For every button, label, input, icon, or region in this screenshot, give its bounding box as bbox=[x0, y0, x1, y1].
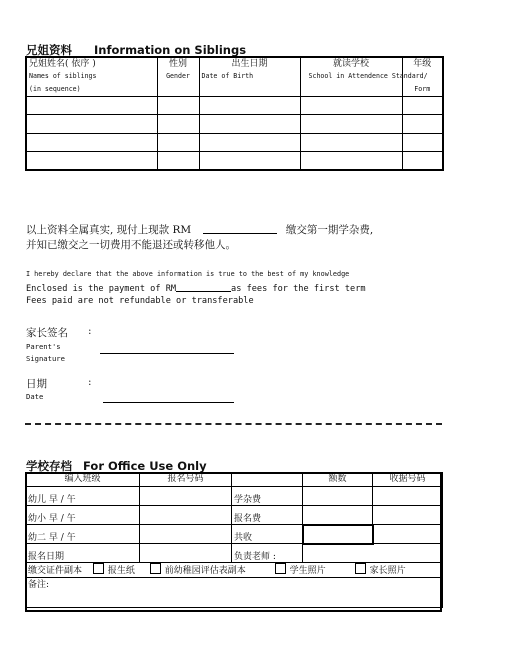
siblings-table bbox=[25, 56, 444, 171]
class-option-nursery[interactable]: 幼儿 早 / 午 bbox=[26, 487, 140, 506]
remarks-label: 备注: bbox=[28, 580, 50, 590]
receipt-registration[interactable] bbox=[373, 506, 443, 525]
fee-tuition: 学杂费 bbox=[232, 487, 303, 506]
sibling-grade-cell[interactable] bbox=[402, 115, 443, 134]
sibling-name-cell[interactable] bbox=[26, 115, 157, 134]
header-gender-cn: 性别 bbox=[168, 59, 187, 69]
declaration-en-text-b: as fees for the first term bbox=[231, 284, 366, 294]
date-label-en: Date bbox=[26, 392, 44, 401]
date-colon: : bbox=[88, 376, 92, 388]
header-grade-en: Form bbox=[414, 85, 431, 93]
sibling-dob-cell[interactable] bbox=[199, 152, 300, 170]
reg-date-cell[interactable] bbox=[140, 544, 232, 563]
parent-signature-label-cn: 家长签名 bbox=[26, 327, 68, 339]
declaration-en-line2 bbox=[26, 282, 366, 294]
declaration-en-line3: Fees paid are not refundable or transferable bbox=[26, 296, 254, 306]
sibling-gender-cell[interactable] bbox=[157, 152, 199, 170]
cut-divider bbox=[25, 423, 442, 425]
office-title-cn: 学校存档 bbox=[26, 459, 72, 473]
col-blank bbox=[232, 473, 303, 487]
office-row bbox=[26, 525, 443, 544]
header-gender-en: Gender bbox=[166, 72, 190, 80]
header-name-cn: 兄姐姓名( 依序 ) bbox=[29, 59, 96, 69]
sibling-school-cell[interactable] bbox=[300, 115, 402, 134]
sibling-school-cell[interactable] bbox=[300, 134, 402, 152]
sibling-gender-cell[interactable] bbox=[157, 134, 199, 152]
payment-amount-line-en[interactable] bbox=[176, 282, 231, 292]
class-option-k2[interactable]: 幼二 早 / 午 bbox=[26, 525, 140, 544]
sibling-school-cell[interactable] bbox=[300, 97, 402, 115]
declaration-en-text-a: Enclosed is the payment of RM bbox=[26, 284, 177, 294]
office-row bbox=[26, 544, 443, 563]
teacher-cell[interactable] bbox=[303, 544, 443, 563]
sibling-name-cell[interactable] bbox=[26, 97, 157, 115]
sibling-dob-cell[interactable] bbox=[199, 115, 300, 134]
receipt-total[interactable] bbox=[373, 525, 443, 544]
header-school-cn: 就读学校 bbox=[332, 59, 369, 69]
siblings-title-cn: 兄姐资料 bbox=[26, 43, 72, 57]
col-class: 编入班级 bbox=[26, 473, 140, 487]
payment-amount-line-cn[interactable] bbox=[203, 223, 277, 234]
amount-registration[interactable] bbox=[303, 506, 373, 525]
sibling-dob-cell[interactable] bbox=[199, 97, 300, 115]
doc-parent-photo-label: 家长照片 bbox=[369, 566, 406, 576]
header-name-en: Names of siblings bbox=[29, 72, 97, 80]
declaration-en-line1: I hereby declare that the above information is true to the best of my knowledge bbox=[26, 270, 350, 278]
header-dob-cn: 出生日期 bbox=[231, 59, 268, 69]
fee-total: 共收 bbox=[232, 525, 303, 544]
sibling-grade-cell[interactable] bbox=[402, 134, 443, 152]
sibling-dob-cell[interactable] bbox=[199, 134, 300, 152]
date-line[interactable] bbox=[103, 402, 234, 403]
amount-tuition[interactable] bbox=[303, 487, 373, 506]
sibling-gender-cell[interactable] bbox=[157, 115, 199, 134]
documents-cell bbox=[26, 563, 443, 578]
header-name-en2: (in sequence) bbox=[29, 85, 81, 93]
declaration-cn-line2: 并知已缴交之一切费用不能退还或转移他人。 bbox=[26, 239, 236, 251]
doc-birth-cert-label: 报生纸 bbox=[107, 566, 135, 576]
header-dob bbox=[199, 57, 300, 97]
remarks-cell[interactable] bbox=[26, 578, 443, 608]
sibling-name-cell[interactable] bbox=[26, 152, 157, 170]
header-gender bbox=[157, 57, 199, 97]
office-title-en: For Office Use Only bbox=[83, 459, 207, 473]
reg-date-label: 报名日期 bbox=[26, 544, 140, 563]
teacher-label: 负责老师 : bbox=[232, 544, 303, 563]
receipt-tuition[interactable] bbox=[373, 487, 443, 506]
sibling-row bbox=[26, 97, 443, 115]
header-name bbox=[26, 57, 157, 97]
declaration-cn-line1 bbox=[26, 222, 373, 237]
remarks-row bbox=[26, 578, 443, 608]
sibling-row bbox=[26, 134, 443, 152]
sibling-row bbox=[26, 115, 443, 134]
class-option-k1[interactable]: 幼小 早 / 午 bbox=[26, 506, 140, 525]
col-amount: 额数 bbox=[303, 473, 373, 487]
sibling-school-cell[interactable] bbox=[300, 152, 402, 170]
doc-student-photo-label: 学生照片 bbox=[289, 566, 326, 576]
checkbox-birth-cert[interactable] bbox=[93, 563, 104, 574]
sibling-name-cell[interactable] bbox=[26, 134, 157, 152]
sibling-row bbox=[26, 152, 443, 170]
date-label-cn: 日期 bbox=[26, 378, 47, 390]
documents-row bbox=[26, 563, 443, 578]
siblings-header-row bbox=[26, 57, 443, 97]
sibling-grade-cell[interactable] bbox=[402, 152, 443, 170]
header-grade-cn: 年级 bbox=[413, 59, 432, 69]
regno-cell[interactable] bbox=[140, 506, 232, 525]
header-school-en: School in Attendence Standard/ bbox=[308, 72, 428, 80]
office-row bbox=[26, 487, 443, 506]
fee-registration: 报名费 bbox=[232, 506, 303, 525]
office-row bbox=[26, 506, 443, 525]
checkbox-student-photo[interactable] bbox=[275, 563, 286, 574]
declaration-cn-text-a: 以上资料全属真实, 现付上现款 RM bbox=[26, 224, 192, 236]
checkbox-parent-photo[interactable] bbox=[355, 563, 366, 574]
office-grid bbox=[25, 472, 443, 608]
regno-cell[interactable] bbox=[140, 487, 232, 506]
doc-prev-kindergarten-label: 前幼稚园评估表副本 bbox=[164, 566, 246, 576]
siblings-title-en: Information on Siblings bbox=[94, 43, 247, 57]
col-regno: 报名号码 bbox=[140, 473, 232, 487]
col-receipt: 收据号码 bbox=[373, 473, 443, 487]
documents-label: 缴交证件副本 bbox=[28, 566, 83, 576]
header-dob-en: Date of Birth bbox=[201, 72, 254, 80]
regno-cell[interactable] bbox=[140, 525, 232, 544]
parent-signature-colon: : bbox=[88, 325, 92, 337]
declaration-cn-text-b: 缴交第一期学杂费, bbox=[285, 224, 374, 236]
parent-signature-line[interactable] bbox=[100, 353, 234, 354]
sibling-grade-cell[interactable] bbox=[402, 97, 443, 115]
parent-signature-label-en2: Signature bbox=[26, 354, 65, 363]
checkbox-prev-kindergarten[interactable] bbox=[150, 563, 161, 574]
amount-total[interactable] bbox=[303, 525, 373, 544]
office-header-row bbox=[26, 473, 443, 487]
parent-signature-label-en1: Parent's bbox=[26, 342, 61, 351]
sibling-gender-cell[interactable] bbox=[157, 97, 199, 115]
